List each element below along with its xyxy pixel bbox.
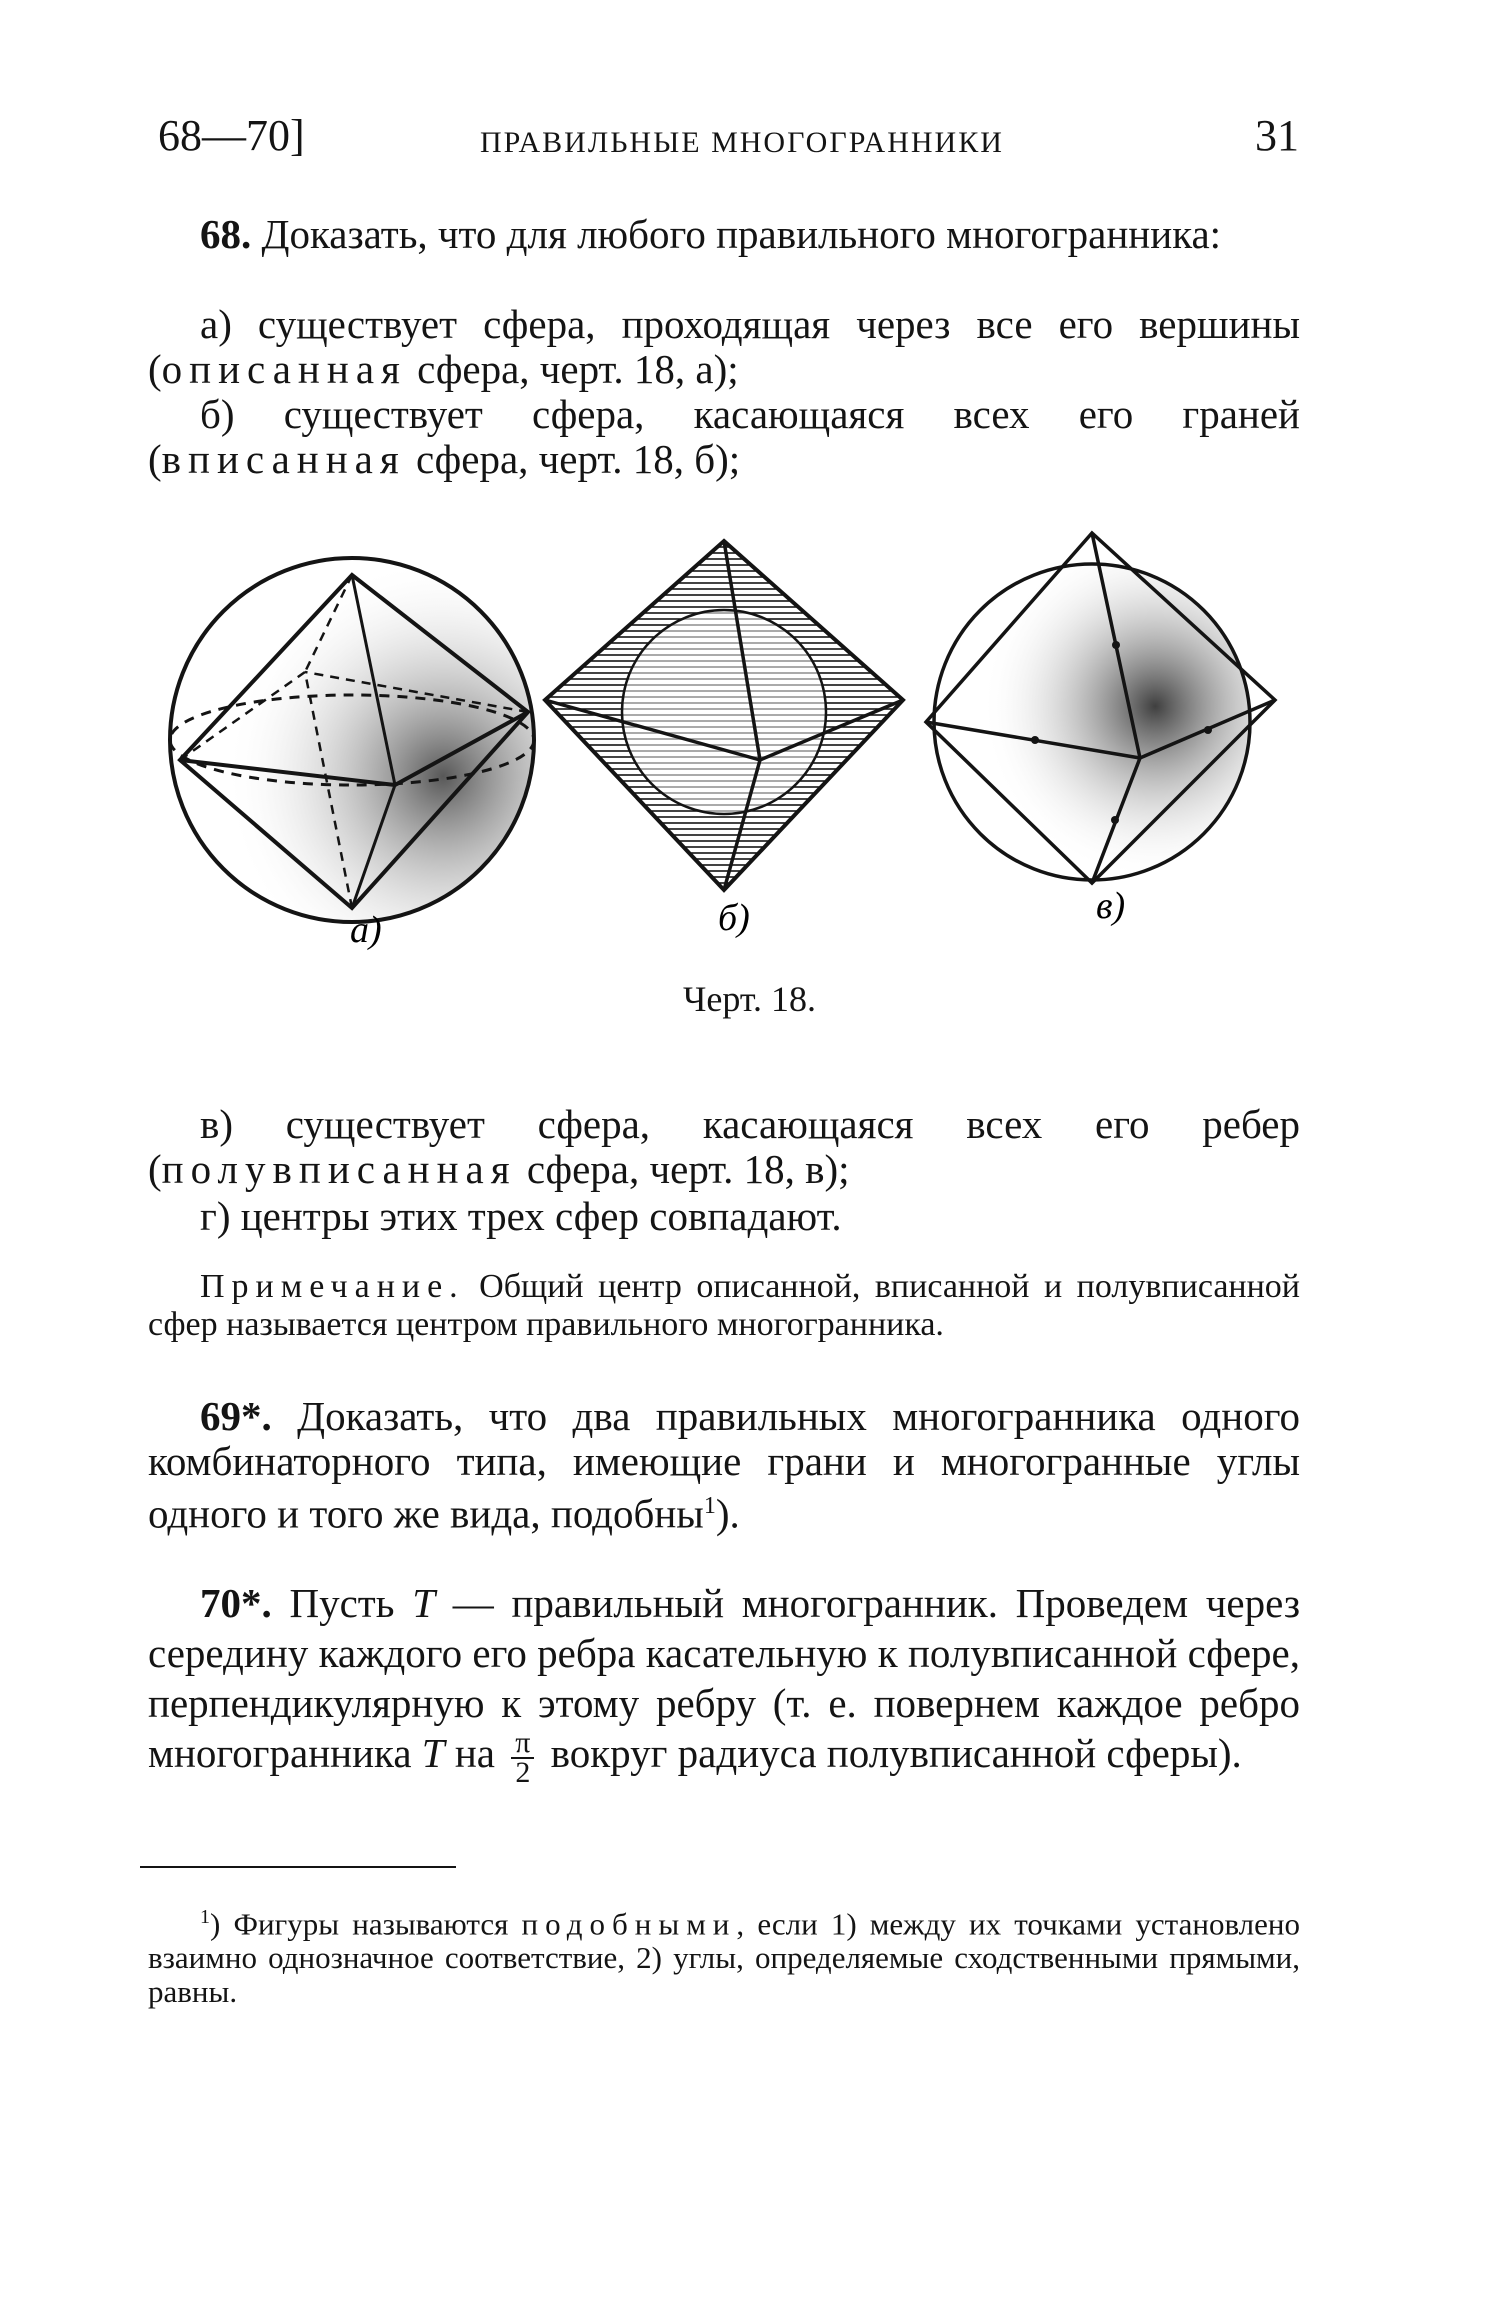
problem-70-text-2: — правильный многогранник. Проведем через середину каждого его ребра касательную к полувписанной сфере, перпендикулярную к этому ребру (т. е. повернем каждое ребро многогранника xyxy=(148,1580,1301,1776)
problem-70-number: 70*. xyxy=(200,1580,272,1626)
item-g-text: г) центры этих трех сфер совпадают. xyxy=(200,1193,842,1239)
pi-over-two-fraction: $\frac{\pi}{2}$ xyxy=(511,1729,534,1787)
figure-v-octahedron-midsphere xyxy=(926,533,1275,883)
problem-68-item-v: в) существует сфера, касающаяся всех его ребер (полувписанная сфера, черт. 18, в); xyxy=(148,1101,1300,1192)
item-v-spaced: полувписанная xyxy=(161,1146,517,1192)
item-b-tail: сфера, черт. 18, б); xyxy=(415,436,741,482)
figure-a-label: а) xyxy=(350,909,382,951)
footnote-mark: 1 xyxy=(200,1906,210,1928)
problem-70-text-3: на xyxy=(454,1730,495,1776)
problem-69-text: Доказать, что два правильных многогранника одного комбинаторного типа, имеющие грани и многогранные углы одного и того же вида, подобны xyxy=(148,1393,1301,1537)
problem-69-footnote-mark: 1 xyxy=(703,1493,716,1519)
item-v-text: в) существует сфера, касающаяся всех его ребер xyxy=(200,1101,1300,1147)
problem-70-text-1: Пусть xyxy=(289,1580,395,1626)
footnote-text-2: , если 1) между их точками установлено взаимно однозначное соответствие, 2) углы, определяемые сходственными прямыми, равны. xyxy=(148,1906,1300,2010)
problem-68-item-g xyxy=(148,1194,1300,1239)
item-a-spaced: описанная xyxy=(161,346,407,392)
item-a-tail: сфера, черт. 18, а); xyxy=(417,346,739,392)
page-number: 31 xyxy=(1255,111,1299,160)
problem-69-number: 69*. xyxy=(200,1393,272,1439)
problem-70-symbol-t-2: T xyxy=(421,1730,445,1776)
item-v-tail: сфера, черт. 18, в); xyxy=(526,1146,850,1192)
running-head-title: ПРАВИЛЬНЫЕ МНОГОГРАННИКИ xyxy=(480,126,1004,159)
problem-70-text-4: вокруг радиуса полувписанной сферы). xyxy=(550,1730,1242,1776)
note-label: Примечание. xyxy=(200,1268,465,1305)
problem-70 xyxy=(148,1578,1300,1787)
running-head-section: 68—70] xyxy=(158,111,305,160)
footnote-spaced: подобными xyxy=(521,1906,737,1942)
footnote-text-1: ) Фигуры называются xyxy=(210,1906,509,1942)
footnote-rule xyxy=(140,1866,456,1868)
note-text: Общий центр описанной, вписанной и полувписанной сфер называется центром правильного многогранника. xyxy=(148,1268,1300,1343)
problem-69-tail: ). xyxy=(715,1490,740,1537)
problem-69 xyxy=(148,1394,1300,1537)
item-b-spaced: вписанная xyxy=(161,436,406,482)
footnote xyxy=(148,1900,1300,2009)
problem-68-intro-text: Доказать, что для любого правильного многогранника: xyxy=(261,211,1222,257)
figure-b-octahedron-inscribed-sphere xyxy=(545,541,903,890)
item-b-text: б) существует сфера, касающаяся всех его граней xyxy=(200,391,1300,437)
figure-b-label: б) xyxy=(718,897,750,939)
problem-68-number: 68. xyxy=(200,211,252,257)
figure-v-label: в) xyxy=(1096,885,1126,927)
problem-70-symbol-t: T xyxy=(412,1580,435,1626)
figure-caption: Черт. 18. xyxy=(683,979,816,1019)
problem-68-item-b: б) существует сфера, касающаяся всех его граней (вписанная сфера, черт. 18, б); xyxy=(148,391,1300,482)
note-paragraph xyxy=(148,1268,1300,1344)
problem-68-item-a: а) существует сфера, проходящая через все его вершины (описанная сфера, черт. 18, а); xyxy=(148,301,1300,392)
figure-a-octahedron-in-sphere xyxy=(170,558,534,922)
item-a-text: а) существует сфера, проходящая через все его вершины xyxy=(200,301,1300,347)
